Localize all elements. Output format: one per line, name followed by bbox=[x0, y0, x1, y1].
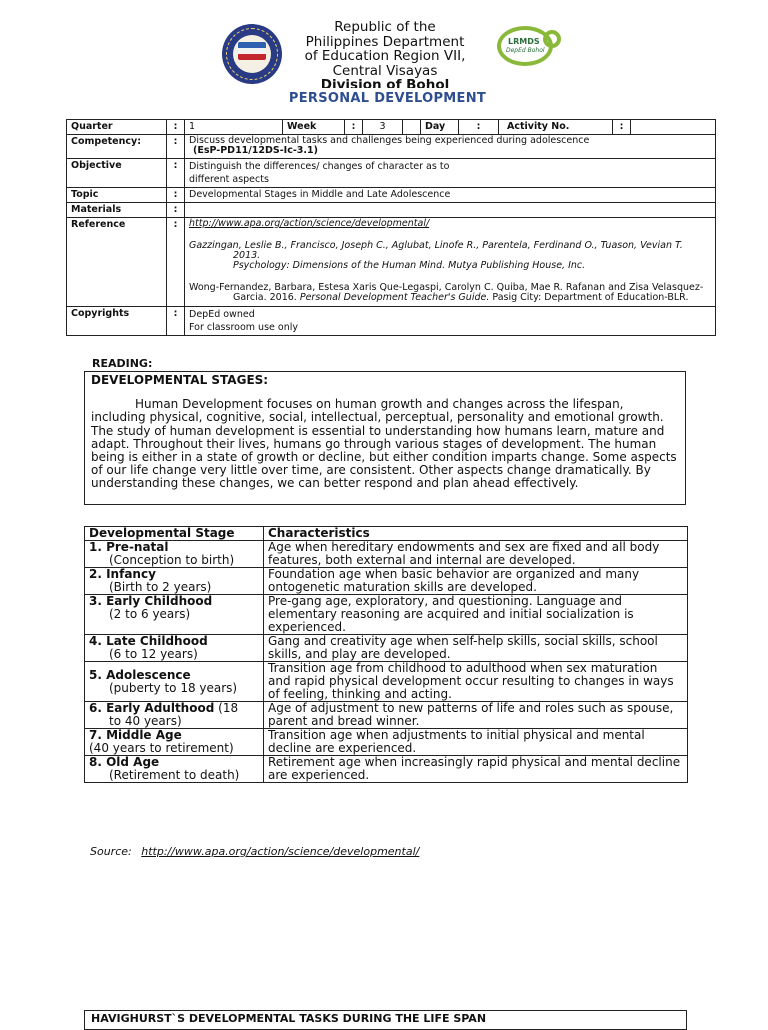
lrmds-logo bbox=[497, 26, 565, 68]
stage-name: 6. Early Adulthood bbox=[89, 701, 215, 715]
stage-characteristics: Transition age when adjustments to initial physical and mental decline are experienced. bbox=[264, 729, 688, 756]
competency-label: Competency: bbox=[67, 135, 167, 159]
activity-value bbox=[631, 120, 716, 135]
quarter-value: 1 bbox=[185, 120, 283, 135]
source-label: Source: bbox=[90, 845, 132, 858]
table-row bbox=[67, 188, 716, 203]
table-row bbox=[67, 307, 716, 336]
stage-name: 7. Middle Age bbox=[89, 728, 182, 742]
stage-age: (Birth to 2 years) bbox=[109, 580, 212, 594]
copyrights-line: DepEd owned bbox=[189, 309, 255, 320]
table-row bbox=[67, 159, 716, 188]
table-row bbox=[85, 702, 688, 729]
stage-name: 1. Pre-natal bbox=[89, 540, 169, 554]
reference-authors: Wong-Fernandez, Barbara, Estesa Xaris Que-Legaspi, Carolyn C. Quiba, Mae R. Rafanan and Zisa Velasquez-Garcia. 2016. bbox=[189, 282, 704, 303]
lrmds-logo-text: LRMDS bbox=[508, 37, 540, 46]
colon: : bbox=[167, 135, 185, 159]
reference-title: Psychology: Dimensions of the Human Mind. Mutya Publishing House, Inc. bbox=[233, 260, 586, 271]
objective-line: different aspects bbox=[189, 174, 269, 185]
stage-age: (40 years to retirement) bbox=[89, 741, 234, 755]
header-line: Division of Bohol bbox=[320, 77, 450, 88]
reference-entry bbox=[189, 241, 711, 271]
havighurst-heading: HAVIGHURST`S DEVELOPMENTAL TASKS DURING THE LIFE SPAN bbox=[84, 1010, 687, 1030]
table-row bbox=[67, 135, 716, 159]
objective-cell bbox=[185, 159, 716, 188]
stage-age: (2 to 6 years) bbox=[109, 607, 191, 621]
copyrights-line: For classroom use only bbox=[189, 322, 298, 333]
stage-name: 2. Infancy bbox=[89, 567, 156, 581]
quarter-label: Quarter bbox=[67, 120, 167, 135]
reference-label: Reference bbox=[67, 218, 167, 307]
table-row bbox=[67, 218, 716, 307]
reading-heading: DEVELOPMENTAL STAGES: bbox=[91, 373, 269, 387]
table-row bbox=[85, 756, 688, 783]
activity-label: Activity No. bbox=[499, 120, 613, 135]
deped-seal-logo bbox=[222, 24, 282, 84]
reading-box bbox=[84, 371, 686, 505]
table-row bbox=[67, 120, 716, 135]
empty-cell bbox=[403, 120, 421, 135]
developmental-stages-table bbox=[84, 526, 688, 783]
competency-code: (EsP-PD11/12DS-Ic-3.1) bbox=[193, 145, 318, 156]
copyrights-label: Copyrights bbox=[67, 307, 167, 336]
colon: : bbox=[167, 159, 185, 188]
reference-title: Personal Development Teacher's Guide. bbox=[299, 292, 490, 303]
table-header-row bbox=[85, 527, 688, 541]
stage-cell bbox=[85, 756, 264, 783]
colon: : bbox=[167, 120, 185, 135]
copyrights-cell bbox=[185, 307, 716, 336]
week-value: 3 bbox=[363, 120, 403, 135]
source-link[interactable]: http://www.apa.org/action/science/developmental/ bbox=[141, 845, 420, 858]
materials-value bbox=[185, 203, 716, 218]
page-title: PERSONAL DEVELOPMENT bbox=[288, 91, 487, 106]
table-row bbox=[85, 729, 688, 756]
colon: : bbox=[345, 120, 363, 135]
stage-characteristics: Age when hereditary endowments and sex are fixed and all body features, both external and internal are developed. bbox=[264, 541, 688, 568]
stage-name: 4. Late Childhood bbox=[89, 634, 208, 648]
stage-cell bbox=[85, 635, 264, 662]
lesson-info-table bbox=[66, 119, 716, 336]
reference-publisher: Pasig City: Department of Education-BLR. bbox=[492, 292, 689, 303]
table-row bbox=[85, 635, 688, 662]
colon: : bbox=[167, 203, 185, 218]
column-header: Characteristics bbox=[264, 527, 688, 541]
topic-label: Topic bbox=[67, 188, 167, 203]
header-line: of Education Region VII, bbox=[304, 48, 466, 64]
lrmds-logo-subtext: DepEd Bohol bbox=[506, 47, 545, 54]
source-line bbox=[90, 845, 419, 858]
stage-age: (18 bbox=[218, 701, 239, 715]
stage-characteristics: Age of adjustment to new patterns of life and roles such as spouse, parent and bread winner. bbox=[264, 702, 688, 729]
stage-characteristics: Gang and creativity age when self-help skills, social skills, school skills, and play are developed. bbox=[264, 635, 688, 662]
table-row bbox=[85, 595, 688, 635]
colon: : bbox=[167, 307, 185, 336]
table-row bbox=[85, 662, 688, 702]
reference-link[interactable]: http://www.apa.org/action/science/developmental/ bbox=[189, 218, 430, 229]
column-header: Developmental Stage bbox=[85, 527, 264, 541]
stage-characteristics: Foundation age when basic behavior are organized and many ontogenetic maturation skills are developed. bbox=[264, 568, 688, 595]
colon: : bbox=[613, 120, 631, 135]
reference-entry bbox=[189, 283, 711, 303]
stage-characteristics: Retirement age when increasingly rapid physical and mental decline are experienced. bbox=[264, 756, 688, 783]
header-line: Central Visayas bbox=[332, 62, 438, 79]
stage-cell bbox=[85, 662, 264, 702]
table-row bbox=[85, 568, 688, 595]
objective-label: Objective bbox=[67, 159, 167, 188]
materials-label: Materials bbox=[67, 203, 167, 218]
reading-body: Human Development focuses on human growth and changes across the lifespan, including physical, cognitive, social, intellectual, perceptual, personality and emotional growth. The study of human development is essential to understanding how humans learn, mature and adapt. Throughout their lives, humans go through various stages of development. The human being is either in a state of growth or decline, but either condition imparts change. Some aspects of our life change very little over time, are consistent. Other aspects change dramatically. By understanding these changes, we can better respond and plan ahead effectively. bbox=[91, 397, 677, 491]
table-row bbox=[85, 541, 688, 568]
objective-line: Distinguish the differences/ changes of character as to bbox=[189, 161, 450, 172]
reference-authors: Gazzingan, Leslie B., Francisco, Joseph C., Aglubat, Linofe R., Parentela, Ferdinand O., Tuason, Vevian T. 2013. bbox=[189, 240, 683, 261]
stage-age: (6 to 12 years) bbox=[109, 647, 198, 661]
stage-cell bbox=[85, 702, 264, 729]
stage-name: 8. Old Age bbox=[89, 755, 160, 769]
colon: : bbox=[167, 218, 185, 307]
stage-characteristics: Pre-gang age, exploratory, and questioning. Language and elementary reasoning are acquired and initial socialization is experienced. bbox=[264, 595, 688, 635]
reading-label: READING: bbox=[92, 357, 153, 370]
topic-text: Developmental Stages in Middle and Late Adolescence bbox=[185, 188, 716, 203]
day-label: Day bbox=[421, 120, 459, 135]
competency-cell bbox=[185, 135, 716, 159]
week-label: Week bbox=[283, 120, 345, 135]
header-line: Republic of the bbox=[334, 20, 436, 35]
stage-age: to 40 years) bbox=[109, 714, 182, 728]
stage-name: 3. Early Childhood bbox=[89, 594, 213, 608]
reference-cell bbox=[185, 218, 716, 307]
competency-text: Discuss developmental tasks and challenges being experienced during adolescence bbox=[189, 135, 590, 146]
stage-age: (puberty to 18 years) bbox=[109, 680, 238, 695]
stage-cell bbox=[85, 568, 264, 595]
table-row bbox=[67, 203, 716, 218]
stage-characteristics: Transition age from childhood to adulthood when sex maturation and rapid physical development occur resulting to changes in ways of feeling, thinking and acting. bbox=[264, 662, 688, 702]
stage-name: 5. Adolescence bbox=[89, 667, 191, 682]
stage-cell bbox=[85, 729, 264, 756]
header-text bbox=[290, 20, 480, 88]
stage-age: (Retirement to death) bbox=[109, 768, 240, 782]
stage-age: (Conception to birth) bbox=[109, 553, 235, 567]
colon: : bbox=[167, 188, 185, 203]
stage-cell bbox=[85, 541, 264, 568]
stage-cell bbox=[85, 595, 264, 635]
colon: : bbox=[459, 120, 499, 135]
header-line: Philippines Department bbox=[305, 33, 465, 50]
